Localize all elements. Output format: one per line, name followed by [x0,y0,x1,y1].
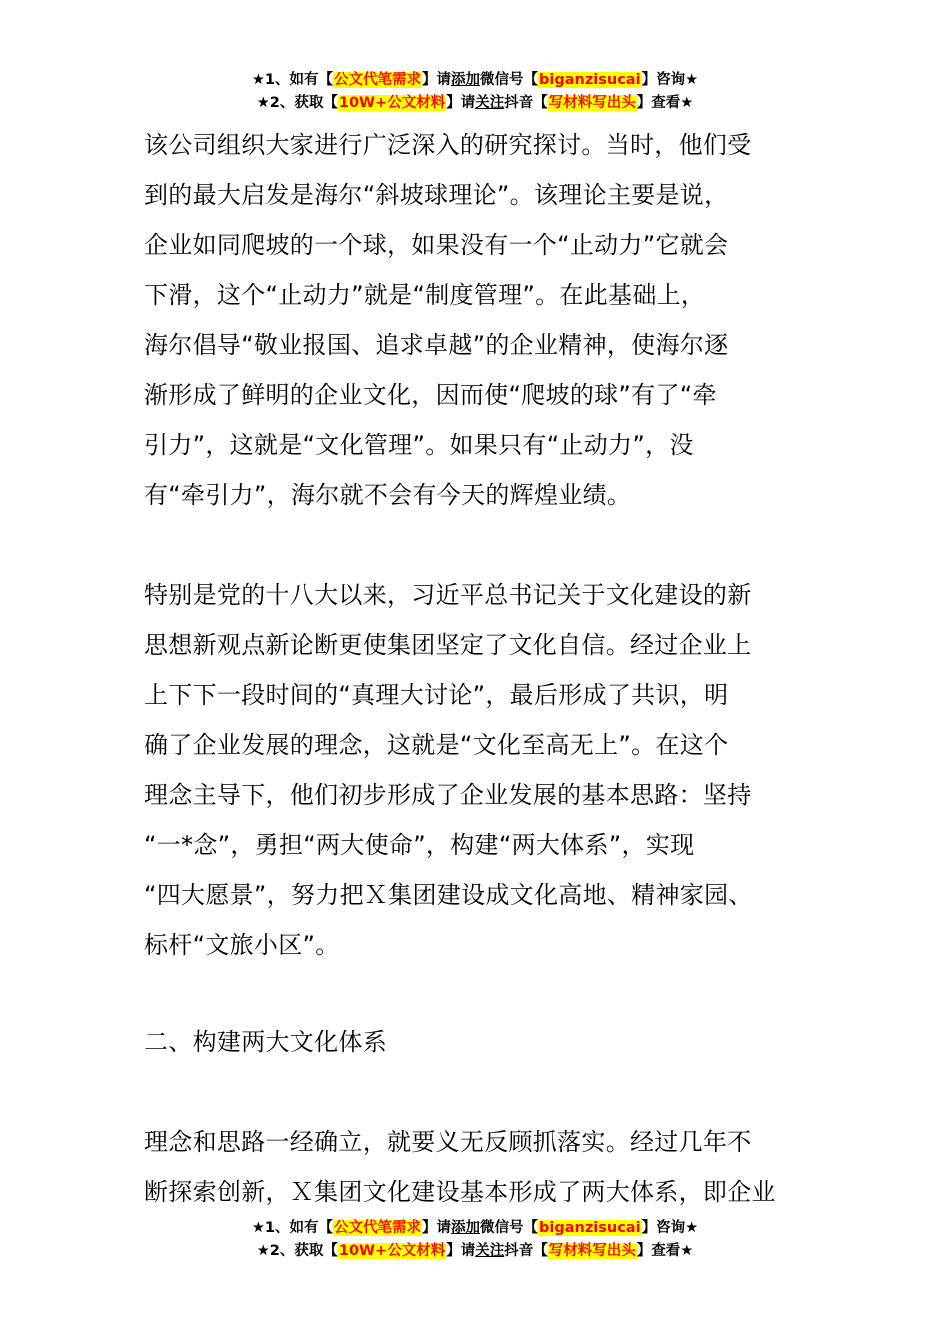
header-banner [0,69,950,115]
highlight-materials: 10W+公文材料 [338,95,446,111]
text-line: 企业如同爬坡的一个球，如果没有一个“止动力”它就会 [144,231,729,259]
text-line: 标杆“文旅小区”。 [144,931,340,959]
paragraph-two-systems [144,1117,808,1217]
text-line: 确了企业发展的理念，这就是“文化至高无上”。在这个 [144,731,729,759]
text-line: “一*念”，勇担“两大使命”，构建“两大体系”，实现 [144,831,695,859]
text-line: 上下下一段时间的“真理大讨论”，最后形成了共识，明 [144,681,729,709]
star-icon: ★ [680,1243,694,1259]
star-icon: ★ [685,1220,699,1236]
highlight-douyin-account: 写材料写出头 [548,95,636,111]
text-line: 引力”，这就是“文化管理”。如果只有“止动力”，没 [144,431,694,459]
star-icon: ★ [685,72,699,88]
highlight-wechat-id: biganzisucai [539,72,641,88]
text-line: 渐形成了鲜明的企业文化，因而使“爬坡的球”有了“牵 [144,381,717,409]
text-line: 特别是党的十八大以来，习近平总书记关于文化建设的新 [144,581,752,609]
highlight-douyin-account: 写材料写出头 [548,1243,636,1259]
text-line: 思想新观点新论断更使集团坚定了文化自信。经过企业上 [144,631,752,659]
star-icon: ★ [251,1220,265,1236]
star-icon: ★ [251,72,265,88]
text-line: 该公司组织大家进行广泛深入的研究探讨。当时，他们受 [144,131,752,159]
text-line: 有“牵引力”，海尔就不会有今天的辉煌业绩。 [144,481,632,509]
heading-text: 二、构建两大文化体系 [144,1028,387,1056]
star-icon: ★ [256,1243,270,1259]
highlight-service: 公文代笔需求 [334,72,422,88]
banner-line-2: ★2、获取【10W+公文材料】请关注抖音【写材料写出头】查看★ [256,1243,694,1259]
text-line: 海尔倡导“敬业报国、追求卓越”的企业精神，使海尔逐 [144,331,729,359]
paragraph-haier-theory [144,120,808,520]
text-line: 断探索创新，Ｘ集团文化建设基本形成了两大体系，即企业 [144,1178,776,1206]
footer-banner [0,1217,950,1263]
text-line: “四大愿景”，努力把Ｘ集团建设成文化高地、精神家园、 [144,881,753,909]
banner-line-2: ★2、获取【10W+公文材料】请关注抖音【写材料写出头】查看★ [256,95,694,111]
star-icon: ★ [680,95,694,111]
section-heading [144,1017,808,1067]
banner-line-1: ★1、如有【公文代笔需求】请添加微信号【biganzisucai】咨询★ [251,72,699,88]
highlight-service: 公文代笔需求 [334,1220,422,1236]
text-line: 理念主导下，他们初步形成了企业发展的基本思路：坚持 [144,781,752,809]
highlight-wechat-id: biganzisucai [539,1220,641,1236]
text-line: 到的最大启发是海尔“斜坡球理论”。该理论主要是说， [144,181,729,209]
banner-line-1: ★1、如有【公文代笔需求】请添加微信号【biganzisucai】咨询★ [251,1220,699,1236]
star-icon: ★ [256,95,270,111]
highlight-materials: 10W+公文材料 [338,1243,446,1259]
paragraph-cultural-confidence [144,570,808,970]
text-line: 下滑，这个“止动力”就是“制度管理”。在此基础上， [144,281,706,309]
text-line: 理念和思路一经确立，就要义无反顾抓落实。经过几年不 [144,1128,752,1156]
